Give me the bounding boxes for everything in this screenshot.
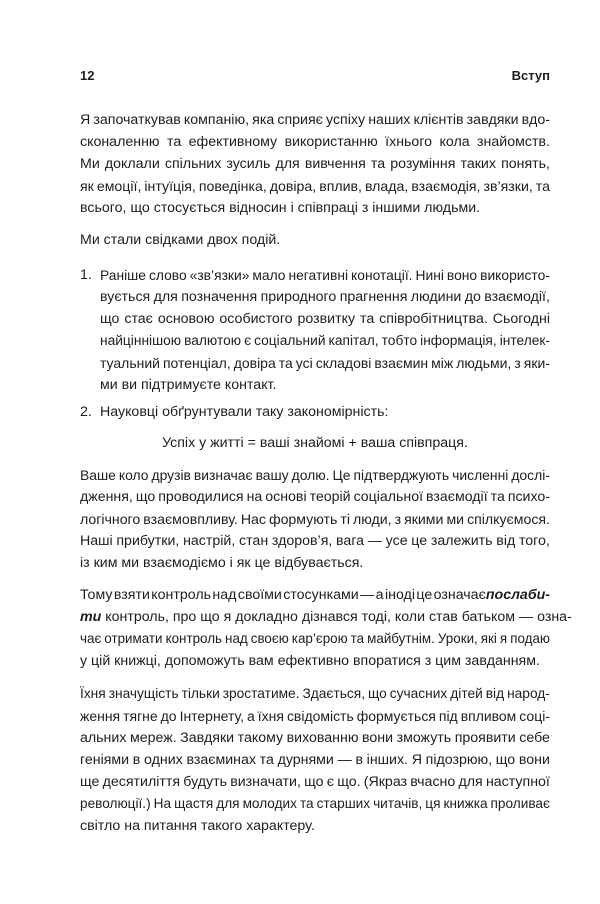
list-item-body [100,401,550,423]
text-line: Науковці обґрунтували таку закономірність: [100,404,389,420]
text-line: найціннішою валютою є соціальний капітал, тобто інформація, інтелек- [100,333,550,348]
paragraph-friends [80,464,550,574]
text-line: Наші прибутки, настрій, стан здоров’я, вага — усе це залежить від того, [80,533,550,549]
text-line: Ваше коло друзів визначає вашу долю. Це підтверджують численні дослі- [80,467,550,483]
text-line: чає отримати контроль над своєю кар’єрою та майбутнім. Уроки, які я подаю [80,631,550,646]
paragraph-intro [80,109,550,219]
formula: Успіх у житті = ваші знайомі + ваша співпраця. [162,435,468,451]
text-line: геніями в одних взаєминах та дурнями — в інших. Я підозрюю, що вони [80,752,550,768]
text-line: логічного взаємовпливу. Нас формують ті люди, з якими ми спілкуємося. [80,511,550,527]
text-line: вується для позначення природного прагнення людини до взаємодії, [100,289,550,305]
text-line: альних мереж. Завдяки такому вихованню вони зможуть проявити себе [80,730,550,746]
text-line: Тому взяти контроль над своїми стосунками — а іноді це означає послаби- [80,584,550,606]
text-line: Ми доклали спільних зусиль для вивчення та розуміння таких понять, [80,156,550,172]
text-line: дження, що проводилися на основі теорій соціальної взаємодії та психо- [80,489,550,505]
paragraph-significance [80,683,550,837]
emphasis: ти [80,609,102,625]
text-line: всього, що стосується відносин і співпраці з іншими людьми. [80,200,481,216]
text-line: сконаленню та ефективному використанню їхнього кола знайомств. [80,134,550,150]
text-line: ти контроль, про що я докладно дізнався тоді, коли став батьком — озна- [80,609,572,625]
running-head [80,68,550,88]
text-line: ще десятиліття будуть визначати, що є що. (Якраз вчасно для наступної [80,774,550,790]
text-line: у цій книжці, допоможуть вам ефективно впоратися з цим завданням. [80,653,540,669]
list-item-body [100,264,550,396]
text-line: туальний потенціал, довіра та усі складові взаємин між людьми, з яки- [100,355,550,371]
paragraph-two-events [80,229,550,251]
text-line: світло на питання такого характеру. [80,818,315,834]
text-line: ми ви підтримуєте контакт. [100,377,277,393]
text-line: Я започаткував компанію, яка сприяє успіху наших клієнтів завдяки вдо- [80,112,550,128]
list-number: 1. [80,267,92,283]
section-title: Вступ [511,68,550,83]
text-line: Раніше слово «зв’язки» мало негативні конотації. Нині воно використо- [100,267,550,283]
page-number: 12 [80,68,95,83]
list-number: 2. [80,404,92,420]
text-line: Ми стали свідками двох подій. [80,232,281,248]
text-line: як емоції, інтуїція, поведінка, довіра, вплив, влада, взаємодія, зв’язки, та [80,178,550,194]
text-line: що стає основою особистого розвитку та співробітництва. Сьогодні [100,311,550,327]
paragraph-control [80,584,572,672]
text-line: Їхня значущість тільки зростатиме. Здається, що сучасних дітей від народ- [80,686,550,701]
emphasis: послаби- [485,587,550,603]
text-line: ження тягне до Інтернету, а їхня свідомість формується під впливом соці- [80,708,550,724]
text-line: із ким ми взаємодіємо і як це відбувається. [80,555,364,571]
text-line: революції.) На щастя для молодих та старших читачів, ця книжка проливає [80,796,550,811]
